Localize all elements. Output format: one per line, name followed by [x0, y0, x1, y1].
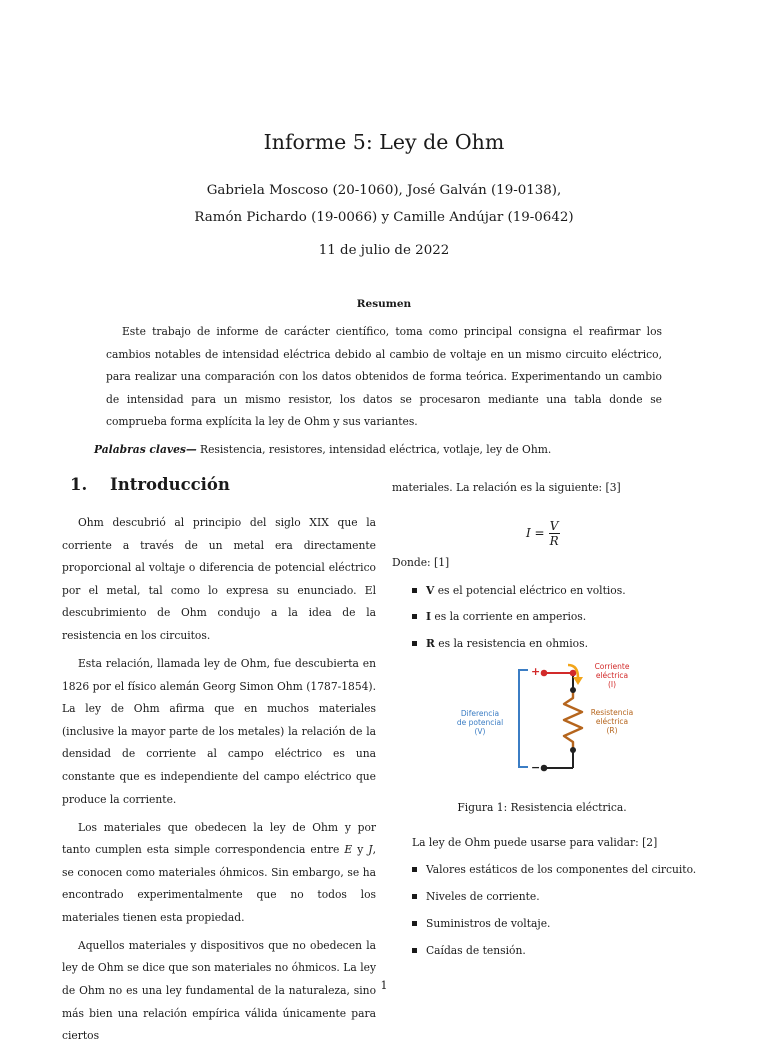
paper-date: 11 de julio de 2022	[318, 243, 450, 258]
variable-symbol: V	[426, 584, 435, 597]
node-dot	[570, 747, 576, 753]
paragraph-1: Ohm descubrió al principio del siglo XIX que la corriente a través de un metal era directamente proporcional al voltaje o diferencia de potencial eléctrico por el metal, tal como lo expresa su enunciado. El descubrimiento de Ohm condujo a la idea de la resistencia en los circuitos.	[62, 516, 376, 642]
variable-symbol: I	[426, 610, 431, 623]
bullet-icon	[412, 641, 417, 646]
validar-line: La ley de Ohm puede usarse para validar: [2]	[412, 836, 658, 849]
voltage-label-1: Diferencia	[460, 709, 500, 718]
authors-line-1: Gabriela Moscoso (20-1060), José Galván (19-0138),	[206, 183, 562, 198]
paper-title: Informe 5: Ley de Ohm	[263, 130, 505, 154]
resistance-label-2: eléctrica	[595, 717, 629, 726]
bullet-icon	[412, 948, 417, 953]
page-number: 1	[380, 979, 388, 992]
use-item	[412, 916, 550, 932]
positive-terminal	[541, 670, 548, 677]
current-label-3: (I)	[607, 680, 617, 689]
resistance-label-3: (R)	[606, 726, 618, 735]
variable-desc: es la resistencia en ohmios.	[434, 637, 588, 650]
variable-item-i	[412, 609, 586, 625]
use-item-text: Valores estáticos de los componentes del circuito.	[426, 863, 697, 876]
ohm-formula	[526, 519, 560, 548]
p3-text-a: Los materiales que obedecen la ley de Ohm y por tanto cumplen esta simple correspondencia entre	[62, 820, 376, 857]
section-title: Introducción	[110, 475, 230, 494]
variable-item-r	[412, 636, 588, 652]
voltage-bracket	[519, 670, 528, 767]
negative-terminal	[541, 765, 548, 772]
voltage-label-2: de potencial	[456, 718, 504, 727]
figure-caption: Figura 1: Resistencia eléctrica.	[457, 801, 627, 814]
bullet-icon	[412, 614, 417, 619]
bullet-icon	[412, 588, 417, 593]
resistance-label-1: Resistencia	[590, 708, 634, 717]
variable-item-v	[412, 583, 626, 599]
abstract-text: Este trabajo de informe de carácter científico, toma como principal consigna el reafirmar los cambios notables de intensidad eléctrica debido al cambio de voltaje en un mismo circuito eléctrico, para realizar una comparación con los datos obtenidos de forma teórica. Experimentando un cambio de intensidad para un mismo resistor, los datos se procesaron mediante una tabla donde se comprueba forma explícita la ley de Ohm y sus variantes.	[106, 325, 662, 429]
resistor-zigzag	[564, 690, 582, 750]
symbol-j: J	[368, 843, 373, 857]
keywords	[94, 440, 694, 460]
keywords-text: Resistencia, resistores, intensidad eléctrica, votlaje, ley de Ohm.	[196, 443, 552, 456]
section-heading	[70, 475, 230, 494]
current-label-2: eléctrica	[595, 671, 629, 680]
use-item-text: Caídas de tensión.	[426, 944, 526, 957]
keywords-label: Palabras claves—	[94, 443, 197, 456]
abstract-heading: Resumen	[356, 298, 412, 310]
symbol-e: E	[344, 843, 353, 857]
section-number: 1.	[70, 475, 88, 494]
paragraph-continuation: materiales. La relación es la siguiente: [3]	[392, 481, 621, 494]
use-item	[412, 943, 526, 959]
minus-label: −	[531, 761, 541, 774]
use-item-text: Suministros de voltaje.	[426, 917, 551, 930]
plus-label: +	[531, 665, 541, 678]
current-arrow-head-icon	[573, 677, 583, 685]
p3-text-b: y	[352, 843, 369, 857]
p3-text-c: , se conocen como materiales óhmicos. Sin embargo, se ha encontrado experimentalmente que no todos los materiales tienen esta propiedad.	[62, 843, 376, 924]
variable-symbol: R	[426, 637, 435, 650]
variable-desc: es el potencial eléctrico en voltios.	[434, 584, 626, 597]
formula-fraction	[549, 519, 560, 548]
variable-desc: es la corriente en amperios.	[431, 610, 587, 623]
formula-numerator: V	[549, 519, 559, 533]
node-dot	[570, 687, 576, 693]
circuit-figure	[452, 660, 692, 775]
paragraph-3	[62, 817, 376, 930]
paragraph-4: Aquellos materiales y dispositivos que no obedecen la ley de Ohm se dice que son materiales no óhmicos. La ley de Ohm no es una ley fundamental de la naturaleza, sino más bien una relación empírica válida únicamente para ciertos	[62, 938, 376, 1043]
node-dot	[570, 670, 577, 677]
use-item-text: Niveles de corriente.	[426, 890, 540, 903]
bullet-icon	[412, 867, 417, 872]
formula-denominator: R	[549, 534, 559, 548]
voltage-label-3: (V)	[474, 727, 486, 736]
current-label-1: Corriente	[594, 662, 630, 671]
left-column	[62, 512, 376, 1053]
formula-lhs: I =	[526, 526, 545, 540]
authors-line-2: Ramón Pichardo (19-0066) y Camille Andújar (19-0642)	[194, 210, 574, 225]
bullet-icon	[412, 921, 417, 926]
bullet-icon	[412, 894, 417, 899]
paragraph-2: Esta relación, llamada ley de Ohm, fue descubierta en 1826 por el físico alemán Georg Simon Ohm (1787-1854). La ley de Ohm afirma que en muchos materiales (inclusive la mayor parte de los metales) la relación de la densidad de corriente al campo eléctrico es una constante que es independiente del campo eléctrico que produce la corriente.	[62, 656, 376, 806]
use-item	[412, 889, 540, 905]
use-item	[412, 862, 696, 878]
donde-label: Donde: [1]	[392, 556, 450, 569]
